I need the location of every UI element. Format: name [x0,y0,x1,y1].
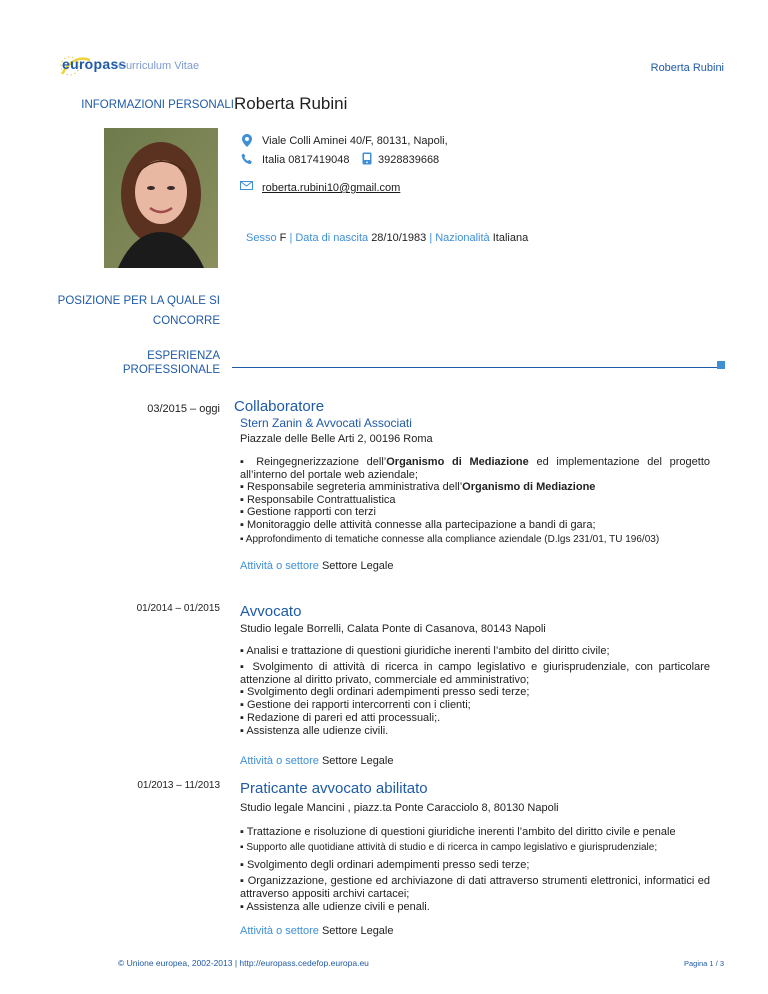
header-name: Roberta Rubini [650,62,724,74]
job-sector: Attività o settore Settore Legale [240,560,394,572]
job-bullets [240,645,710,738]
job-sector: Attività o settore Settore Legale [240,755,394,767]
phone-icon [241,153,253,165]
job-title: Praticante avvocato abilitato [240,780,428,797]
list-item: ▪ Responsabile segreteria amministrativa dell’Organismo di Mediazione [240,481,596,493]
list-item: ▪ Organizzazione, gestione ed archiviazone di dati attraverso strumenti elettronici, informatici ed attraverso appositi archivi cartacei; [240,875,710,901]
experience-label: ESPERIENZA PROFESSIONALE [122,350,220,376]
list-item: ▪ Gestione rapporti con terzi [240,506,376,518]
section-divider [232,367,720,368]
mobile-icon [362,152,372,165]
job-title: Avvocato [240,603,302,620]
list-item: ▪ Gestione dei rapporti intercorrenti con i clienti; [240,699,471,712]
job-employer: Stern Zanin & Avvocati Associati [240,416,412,430]
list-item: ▪ Svolgimento di attività di ricerca in campo legislativo e giurisprudenziale, con particolare attenzione al diritto privato, commerciale ed amministrativo; [240,660,710,686]
job-bullets [240,456,710,547]
list-item: ▪ Svolgimento degli ordinari adempimenti presso sedi terze; [240,858,530,871]
candidate-name: Roberta Rubini [234,94,348,113]
page-number: Pagina 1 / 3 [683,959,724,968]
location-icon [242,134,252,147]
list-item: ▪ Assistenza alle udienze civili e penali. [240,900,430,913]
footer-copyright: © Unione europea, 2002-2013 | http://europass.cedefop.europa.eu [118,958,369,968]
list-item: ▪ Supporto alle quotidiane attività di studio e di ricerca in campo legislativo e giurisprudenziale; [240,841,658,853]
list-item: ▪ Approfondimento di tematiche connesse alla compliance aziendale (D.lgs 231/01, TU 196/03) [240,534,660,545]
personal-meta: Sesso F | Data di nascita 28/10/1983 | Nazionalità Italiana [246,232,529,244]
list-item: ▪ Assistenza alle udienze civili. [240,724,389,737]
job-address: Studio legale Borrelli, Calata Ponte di Casanova, 80143 Napoli [240,623,546,635]
phone-text: Italia 0817419048 [262,154,350,166]
email-icon [240,181,253,190]
job-bullets [240,826,710,914]
logo-subtitle: Curriculum Vitae [118,60,200,72]
job-date: 03/2015 – oggi [147,403,220,415]
list-item: ▪ Reingegnerizzazione dell’Organismo di Mediazione ed implementazione del progetto all’interno del portale web aziendale; [240,456,710,481]
list-item: ▪ Trattazione e risoluzione di questioni giuridiche inerenti l’ambito del diritto civile e penale [240,826,676,838]
job-title: Collaboratore [234,398,325,415]
job-sector: Attività o settore Settore Legale [240,925,394,937]
list-item: ▪ Redazione di pareri ed atti processuali;. [240,711,441,724]
list-item: ▪ Responsabile Contrattualistica [240,493,396,506]
address-text: Viale Colli Aminei 40/F, 80131, Napoli, [262,135,448,147]
logo-text: europass [62,56,127,72]
mobile-text: 3928839668 [378,154,440,166]
job-date: 01/2014 – 01/2015 [136,603,220,614]
divider-square [717,361,725,369]
job-address: Piazzale delle Belle Arti 2, 00196 Roma [240,433,433,445]
job-address: Studio legale Mancini , piazz.ta Ponte Caracciolo 8, 80130 Napoli [240,802,559,814]
list-item: ▪ Monitoraggio delle attività connesse alla partecipazione a bandi di gara; [240,518,596,531]
list-item: ▪ Svolgimento degli ordinari adempimenti presso sedi terze; [240,686,530,699]
profile-photo [104,128,218,268]
list-item: ▪ Analisi e trattazione di questioni giuridiche inerenti l’ambito del diritto civile; [240,645,610,657]
position-label: POSIZIONE PER LA QUALE SI CONCORRE [57,295,220,327]
personal-info-label: INFORMAZIONI PERSONALI [81,99,234,111]
job-date: 01/2013 – 11/2013 [137,780,220,791]
email-link[interactable]: roberta.rubini10@gmail.com [262,182,401,194]
